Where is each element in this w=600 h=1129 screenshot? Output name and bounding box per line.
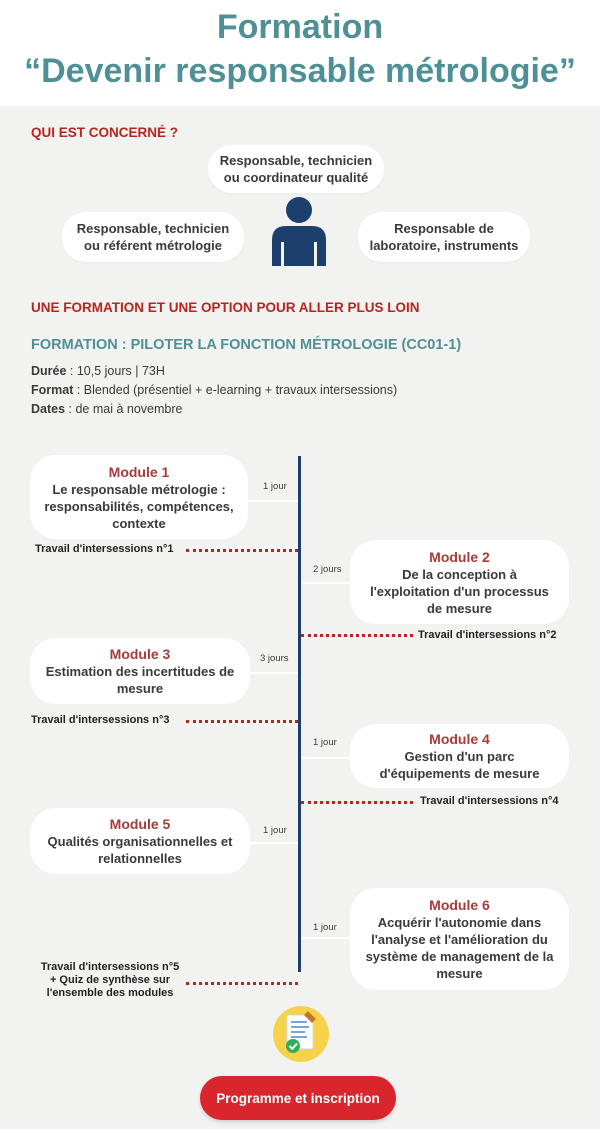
module-3 bbox=[30, 638, 250, 704]
timeline-tick bbox=[248, 672, 298, 674]
module-6-line1: Acquérir l'autonomie dans bbox=[377, 915, 542, 930]
timeline-tick bbox=[301, 757, 351, 759]
intersession-2-connector bbox=[301, 634, 413, 637]
intersession-4-connector bbox=[301, 801, 413, 804]
info-format bbox=[31, 383, 397, 397]
module-1-line3: contexte bbox=[112, 515, 166, 531]
timeline bbox=[298, 456, 301, 972]
intersession-2: Travail d'intersessions n°2 bbox=[418, 629, 557, 641]
module-6-title: Module 6 bbox=[429, 897, 490, 913]
module-1-title: Module 1 bbox=[108, 463, 170, 480]
audience-metrology-line2: ou référent métrologie bbox=[84, 238, 222, 253]
format-value: : Blended (présentiel + e-learning + travaux intersessions) bbox=[73, 383, 398, 397]
module-2-line3: de mesure bbox=[426, 600, 493, 616]
module-3-title: Module 3 bbox=[109, 646, 171, 662]
dates-value: : de mai à novembre bbox=[65, 402, 183, 416]
dates-label: Dates bbox=[31, 402, 66, 416]
module-3-line2: mesure bbox=[116, 681, 164, 696]
module-4 bbox=[350, 724, 569, 788]
module-5 bbox=[30, 808, 250, 874]
duration-value: : 10,5 jours | 73H bbox=[66, 364, 165, 378]
intersession-1-connector bbox=[186, 549, 298, 552]
module-2-line1: De la conception à bbox=[402, 566, 517, 582]
module-5-line2: relationnelles bbox=[98, 851, 182, 866]
module-6-duration: 1 jour bbox=[313, 922, 337, 933]
timeline-tick bbox=[301, 937, 351, 939]
module-4-line1: Gestion d'un parc bbox=[404, 749, 515, 764]
intersession-5-line2: + Quiz de synthèse sur bbox=[49, 974, 171, 986]
module-4-line2: d'équipements de mesure bbox=[379, 766, 540, 781]
audience-laboratory-line2: laboratoire, instruments bbox=[369, 238, 519, 253]
module-2 bbox=[350, 540, 569, 624]
person-icon bbox=[268, 196, 330, 266]
programme-inscription-button[interactable]: Programme et inscription bbox=[200, 1076, 396, 1120]
audience-metrology bbox=[62, 212, 244, 262]
module-4-duration: 1 jour bbox=[313, 737, 337, 748]
module-3-duration: 3 jours bbox=[260, 653, 289, 664]
audience-laboratory bbox=[358, 212, 530, 262]
intersession-5-line1: Travail d'intersessions n°5 bbox=[40, 961, 180, 973]
intersession-1: Travail d'intersessions n°1 bbox=[35, 543, 174, 555]
module-6-line3: système de management de la bbox=[365, 949, 554, 964]
module-1-duration: 1 jour bbox=[263, 481, 287, 492]
intersession-5-line3: l'ensemble des modules bbox=[46, 987, 174, 999]
info-duration bbox=[31, 364, 165, 378]
page-title: Formation bbox=[216, 8, 384, 46]
format-label: Format bbox=[31, 383, 74, 397]
module-2-line2: l'exploitation d'un processus bbox=[370, 583, 549, 599]
audience-metrology-line1: Responsable, technicien bbox=[76, 221, 230, 236]
timeline-tick bbox=[301, 582, 351, 584]
page-subtitle: “Devenir responsable métrologie” bbox=[24, 52, 576, 90]
audience-quality bbox=[208, 145, 384, 193]
intersession-4: Travail d'intersessions n°4 bbox=[420, 795, 559, 807]
module-2-duration: 2 jours bbox=[313, 564, 342, 575]
intersession-3: Travail d'intersessions n°3 bbox=[31, 714, 170, 726]
formation-heading: UNE FORMATION ET UNE OPTION POUR ALLER PLUS LOIN bbox=[31, 300, 420, 315]
module-4-title: Module 4 bbox=[429, 731, 490, 747]
module-3-line1: Estimation des incertitudes de bbox=[45, 664, 235, 679]
intersession-3-connector bbox=[186, 720, 298, 723]
module-1-line2: responsabilités, compétences, bbox=[44, 498, 234, 514]
module-1 bbox=[30, 455, 248, 539]
intersession-5 bbox=[30, 961, 190, 1000]
module-5-title: Module 5 bbox=[109, 816, 171, 832]
header bbox=[0, 0, 600, 106]
audience-quality-line1: Responsable, technicien bbox=[219, 153, 373, 168]
module-6 bbox=[350, 888, 569, 990]
certificate-icon bbox=[272, 1005, 330, 1063]
module-5-line1: Qualités organisationnelles et bbox=[47, 834, 233, 849]
audience-quality-line2: ou coordinateur qualité bbox=[223, 170, 369, 185]
timeline-tick bbox=[248, 842, 298, 844]
module-6-line2: l'analyse et l'amélioration du bbox=[371, 932, 548, 947]
module-6-line4: mesure bbox=[436, 966, 483, 981]
duration-label: Durée bbox=[31, 364, 67, 378]
formation-subheading: FORMATION : PILOTER LA FONCTION MÉTROLOGIE (CC01-1) bbox=[31, 337, 462, 353]
timeline-tick bbox=[246, 500, 298, 502]
info-dates bbox=[31, 402, 182, 416]
intersession-5-connector bbox=[186, 982, 298, 985]
module-2-title: Module 2 bbox=[429, 548, 490, 565]
audience-heading: QUI EST CONCERNÉ ? bbox=[31, 125, 179, 140]
audience-laboratory-line1: Responsable de bbox=[394, 221, 494, 236]
module-1-line1: Le responsable métrologie : bbox=[52, 481, 226, 497]
module-5-duration: 1 jour bbox=[263, 825, 287, 836]
